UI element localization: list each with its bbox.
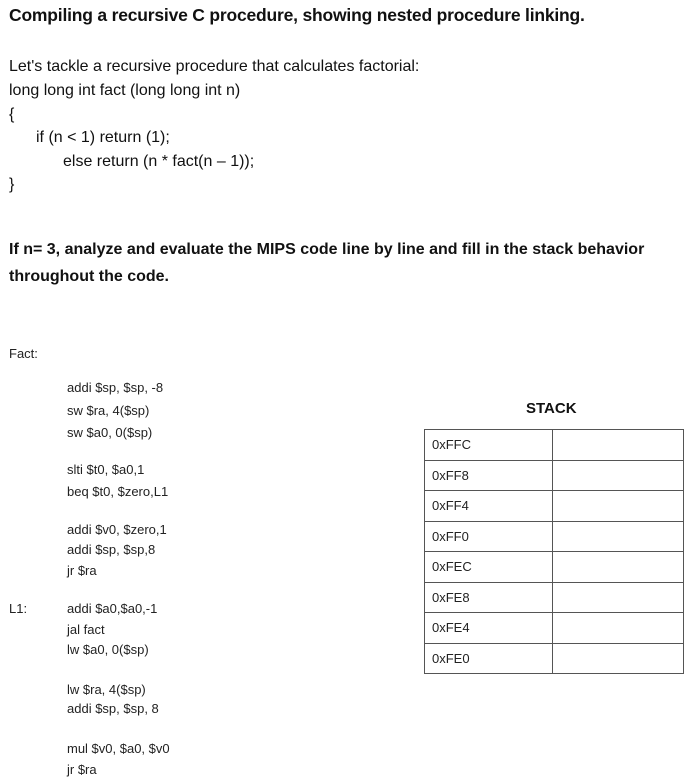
stack-value-cell[interactable] [553, 613, 684, 644]
intro-text: Let's tackle a recursive procedure that calculates factorial: [9, 58, 420, 75]
mips-line: jal fact [67, 622, 105, 637]
c-code-close-brace: } [9, 176, 15, 193]
stack-value-cell[interactable] [553, 643, 684, 674]
mips-line: jr $ra [67, 762, 97, 777]
stack-value-cell[interactable] [553, 491, 684, 522]
mips-line: lw $ra, 4($sp) [67, 682, 146, 697]
stack-title: STACK [526, 400, 577, 417]
mips-line: jr $ra [67, 563, 97, 578]
page-title: Compiling a recursive C procedure, showing nested procedure linking. [9, 5, 585, 25]
stack-address: 0xFF0 [425, 521, 553, 552]
stack-row [425, 613, 684, 644]
mips-line: addi $sp, $sp, 8 [67, 701, 159, 716]
c-code-signature: long long int fact (long long int n) [9, 82, 241, 99]
mips-line: addi $v0, $zero,1 [67, 522, 167, 537]
stack-value-cell[interactable] [553, 521, 684, 552]
stack-address: 0xFFC [425, 430, 553, 461]
label-l1: L1: [9, 601, 28, 616]
mips-line: lw $a0, 0($sp) [67, 642, 149, 657]
stack-row [425, 460, 684, 491]
label-fact: Fact: [9, 346, 38, 361]
stack-address: 0xFEC [425, 552, 553, 583]
c-code-open-brace: { [9, 106, 15, 123]
stack-row [425, 491, 684, 522]
stack-row [425, 643, 684, 674]
c-code-else-line: else return (n * fact(n – 1)); [63, 153, 255, 170]
stack-value-cell[interactable] [553, 552, 684, 583]
mips-line: beq $t0, $zero,L1 [67, 484, 169, 499]
stack-value-cell[interactable] [553, 582, 684, 613]
mips-line: slti $t0, $a0,1 [67, 462, 145, 477]
stack-row [425, 582, 684, 613]
stack-address: 0xFE8 [425, 582, 553, 613]
stack-value-cell[interactable] [553, 460, 684, 491]
stack-address: 0xFF8 [425, 460, 553, 491]
mips-line: addi $sp, $sp,8 [67, 542, 156, 557]
stack-value-cell[interactable] [553, 430, 684, 461]
stack-address: 0xFE0 [425, 643, 553, 674]
mips-line: sw $ra, 4($sp) [67, 403, 150, 418]
task-instructions: If n= 3, analyze and evaluate the MIPS code line by line and fill in the stack behavior throughout the code. [9, 241, 645, 285]
stack-row [425, 552, 684, 583]
stack-address: 0xFE4 [425, 613, 553, 644]
mips-line: mul $v0, $a0, $v0 [67, 741, 170, 756]
mips-line: sw $a0, 0($sp) [67, 425, 153, 440]
stack-address: 0xFF4 [425, 491, 553, 522]
stack-row [425, 521, 684, 552]
stack-row [425, 430, 684, 461]
stack-table [424, 429, 684, 674]
mips-line: addi $a0,$a0,-1 [67, 601, 158, 616]
c-code-if-line: if (n < 1) return (1); [36, 129, 170, 146]
mips-line: addi $sp, $sp, -8 [67, 380, 164, 395]
